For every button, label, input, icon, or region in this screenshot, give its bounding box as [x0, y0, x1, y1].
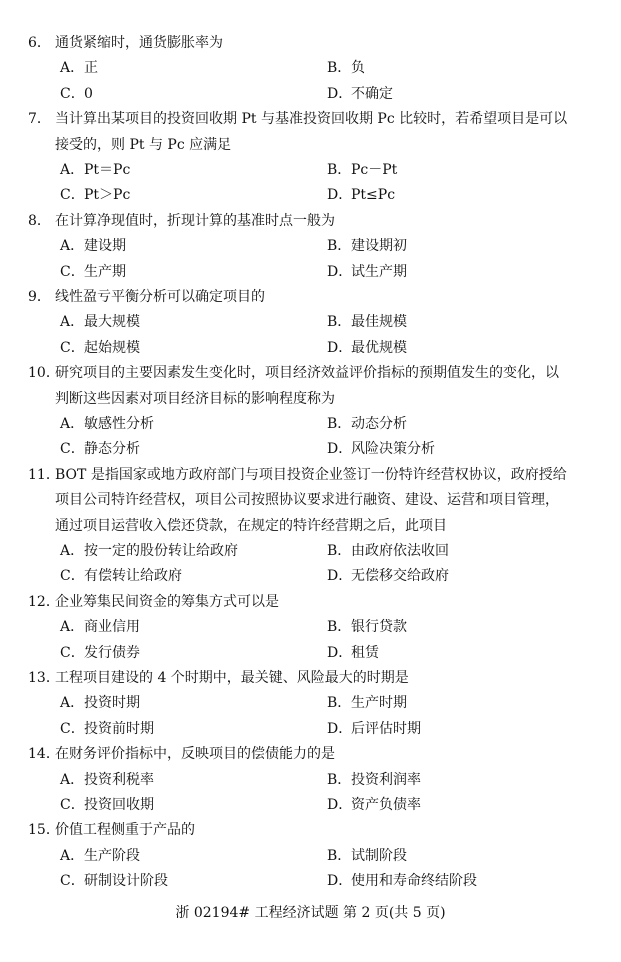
option-key: A． [60, 416, 85, 432]
option-key: A． [60, 238, 85, 254]
option-key: B． [327, 238, 352, 254]
option-key: D． [327, 568, 353, 584]
option-key: C． [60, 873, 85, 889]
option-key: A． [60, 162, 85, 178]
option-key: A． [60, 619, 85, 635]
question-stem: 研究项目的主要因素发生变化时，项目经济效益评价指标的预期值发生的变化，以 [55, 365, 559, 381]
question-number: 14． [28, 746, 60, 762]
option-text: 负 [351, 60, 365, 76]
option-text: 研制设计阶段 [84, 873, 168, 889]
option-key: D． [327, 645, 353, 661]
option-key: A． [60, 543, 85, 559]
question-number: 8． [28, 213, 51, 229]
option-text: 最优规模 [351, 340, 407, 356]
question-stem: 在计算净现值时，折现计算的基准时点一般为 [55, 213, 335, 229]
option-key: D． [327, 873, 353, 889]
option-text: 投资前时期 [84, 721, 154, 737]
option-text: 后评估时期 [351, 721, 421, 737]
option-key: B． [327, 848, 352, 864]
option-text: 商业信用 [84, 619, 140, 635]
option-key: D． [327, 340, 353, 356]
option-key: C． [60, 721, 85, 737]
option-text: Pt＝Pc [84, 162, 131, 178]
option-key: C． [60, 187, 85, 203]
question-number: 9． [28, 289, 51, 305]
option-key: B． [327, 314, 352, 330]
option-text: 敏感性分析 [84, 416, 154, 432]
option-key: D． [327, 441, 353, 457]
option-text: 生产期 [84, 264, 126, 280]
question-number: 12． [28, 594, 60, 610]
question-stem: 通货紧缩时，通货膨胀率为 [55, 35, 223, 51]
option-text: 静态分析 [84, 441, 140, 457]
option-key: B． [327, 619, 352, 635]
option-text: 无偿移交给政府 [351, 568, 449, 584]
option-text: 资产负债率 [351, 797, 421, 813]
option-text: 风险决策分析 [351, 441, 435, 457]
option-text: 投资回收期 [84, 797, 154, 813]
option-key: B． [327, 772, 352, 788]
option-text: 有偿转让给政府 [84, 568, 182, 584]
option-text: 试制阶段 [351, 848, 407, 864]
option-key: D． [327, 721, 353, 737]
option-text: 试生产期 [351, 264, 407, 280]
option-key: D． [327, 797, 353, 813]
page-footer: 浙 02194# 工程经济试题 第 2 页(共 5 页) [175, 905, 446, 921]
option-key: C． [60, 797, 85, 813]
option-key: A． [60, 848, 85, 864]
option-text: Pt＞Pc [84, 187, 131, 203]
question-number: 11． [28, 467, 60, 483]
option-text: 动态分析 [351, 416, 407, 432]
option-text: 租赁 [351, 645, 379, 661]
option-key: B． [327, 695, 352, 711]
question-stem: 当计算出某项目的投资回收期 Pt 与基准投资回收期 Pc 比较时，若希望项目是可以 [55, 111, 568, 127]
option-key: D． [327, 264, 353, 280]
option-key: A． [60, 695, 85, 711]
option-key: B． [327, 60, 352, 76]
option-key: D． [327, 187, 353, 203]
option-text: Pc－Pt [351, 162, 398, 178]
question-stem: 接受的，则 Pt 与 Pc 应满足 [55, 137, 232, 153]
option-key: B． [327, 162, 352, 178]
option-key: C． [60, 264, 85, 280]
option-text: 投资利润率 [351, 772, 421, 788]
option-key: C． [60, 645, 85, 661]
option-key: D． [327, 86, 353, 102]
option-text: 正 [84, 60, 98, 76]
option-text: 使用和寿命终结阶段 [351, 873, 477, 889]
question-stem: 价值工程侧重于产品的 [55, 822, 195, 838]
option-text: 按一定的股份转让给政府 [84, 543, 238, 559]
question-stem: 通过项目运营收入偿还贷款，在规定的特许经营期之后，此项目 [55, 518, 447, 534]
question-stem: 在财务评价指标中，反映项目的偿债能力的是 [55, 746, 335, 762]
option-key: C． [60, 441, 85, 457]
option-text: 投资时期 [84, 695, 140, 711]
question-stem: 企业筹集民间资金的筹集方式可以是 [55, 594, 279, 610]
question-number: 10． [28, 365, 60, 381]
option-text: 生产阶段 [84, 848, 140, 864]
option-key: B． [327, 543, 352, 559]
option-text: 不确定 [351, 86, 393, 102]
option-key: C． [60, 86, 85, 102]
option-text: 银行贷款 [351, 619, 407, 635]
option-text: 由政府依法收回 [351, 543, 449, 559]
option-text: Pt≤Pc [351, 187, 396, 203]
question-stem: 线性盈亏平衡分析可以确定项目的 [55, 289, 265, 305]
question-stem: 项目公司特许经营权，项目公司按照协议要求进行融资、建设、运营和项目管理， [55, 492, 559, 508]
option-text: 最大规模 [84, 314, 140, 330]
option-text: 投资利税率 [84, 772, 154, 788]
option-text: 生产时期 [351, 695, 407, 711]
option-text: 建设期初 [351, 238, 407, 254]
option-key: C． [60, 340, 85, 356]
option-key: B． [327, 416, 352, 432]
question-number: 6． [28, 35, 51, 51]
question-stem: BOT 是指国家或地方政府部门与项目投资企业签订一份特许经营权协议，政府授给 [55, 467, 567, 483]
question-stem: 工程项目建设的 4 个时期中，最关键、风险最大的时期是 [55, 670, 409, 686]
option-text: 起始规模 [84, 340, 140, 356]
option-text: 最佳规模 [351, 314, 407, 330]
option-key: A． [60, 314, 85, 330]
question-number: 7． [28, 111, 51, 127]
option-key: A． [60, 60, 85, 76]
question-stem: 判断这些因素对项目经济目标的影响程度称为 [55, 391, 335, 407]
question-number: 13． [28, 670, 60, 686]
question-number: 15． [28, 822, 60, 838]
option-text: 建设期 [84, 238, 126, 254]
option-text: 0 [84, 86, 93, 102]
option-key: C． [60, 568, 85, 584]
option-key: A． [60, 772, 85, 788]
option-text: 发行债券 [84, 645, 140, 661]
